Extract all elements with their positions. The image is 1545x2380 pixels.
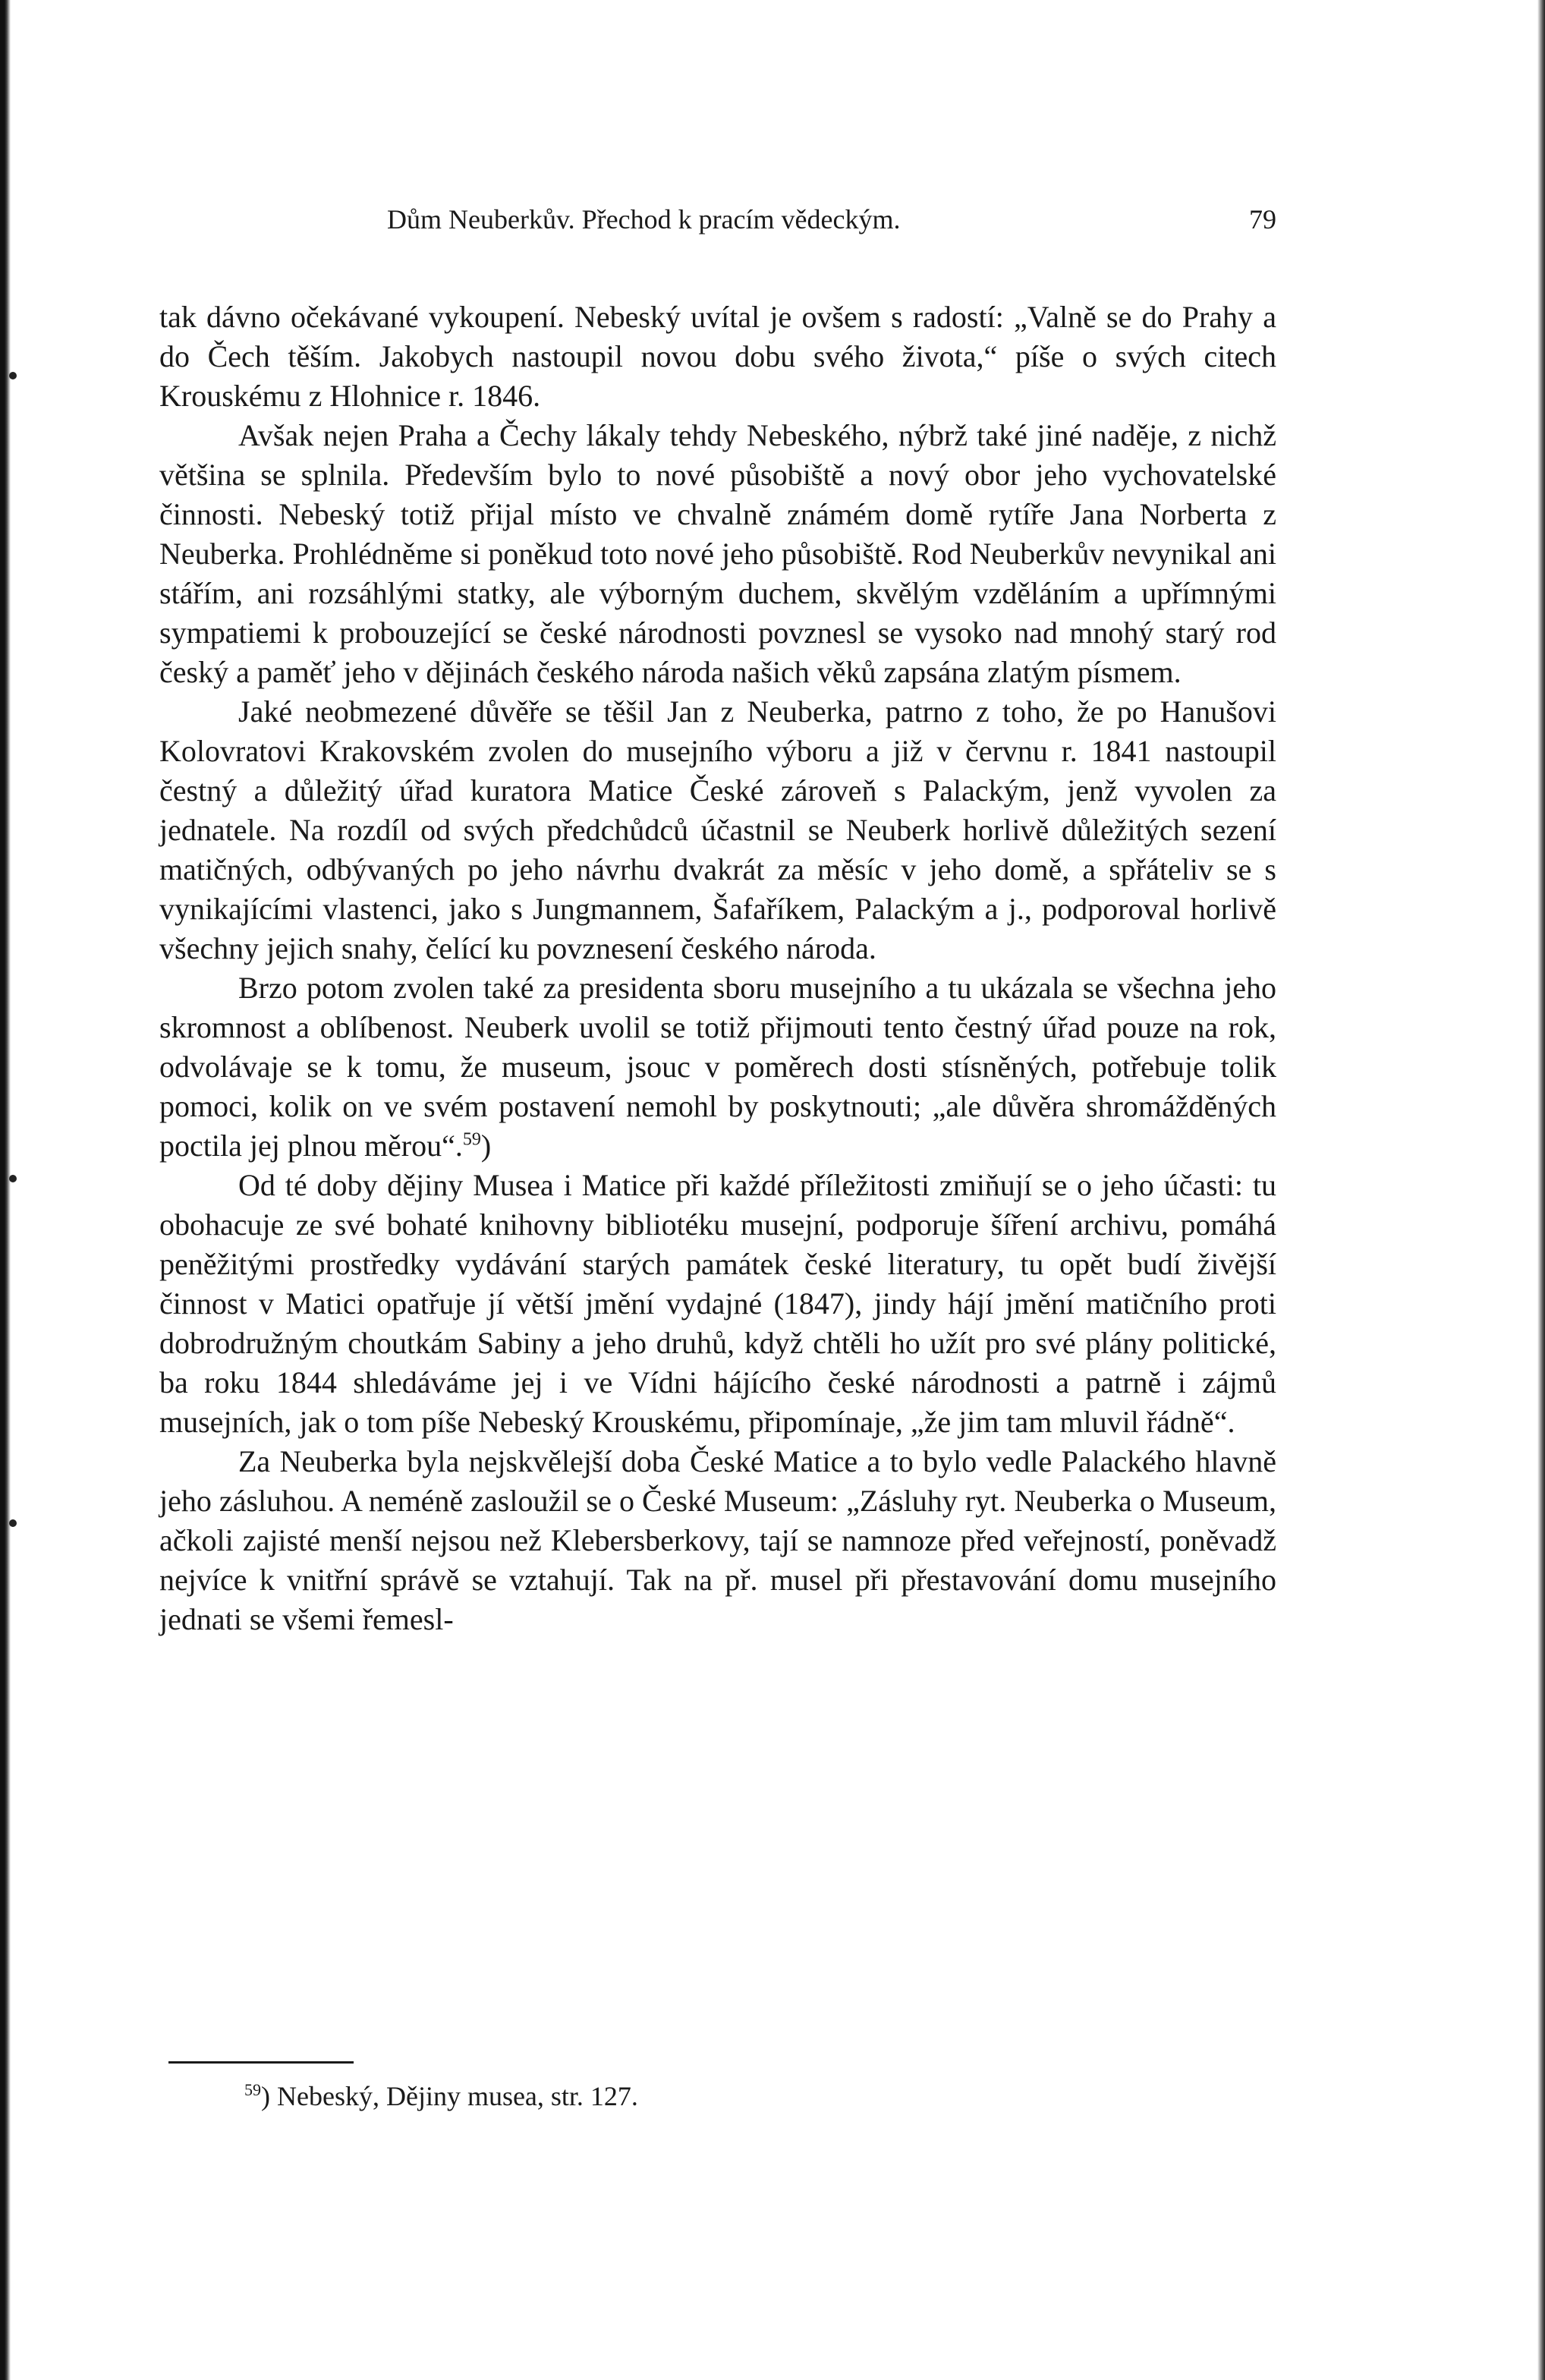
- footnote-text: Nebeský, Dějiny musea, str. 127.: [270, 2081, 638, 2111]
- page-number: 79: [1249, 204, 1276, 235]
- paragraph-4: [159, 968, 1276, 1166]
- scan-right-edge: [1537, 0, 1545, 2380]
- body-text: [159, 298, 1276, 1639]
- footnote-reference: 59: [462, 1129, 481, 1150]
- scan-speck: [9, 372, 17, 379]
- footnote: [244, 2078, 638, 2114]
- running-title: Dům Neuberkův. Přechod k pracím vědeckým.: [387, 204, 901, 235]
- scan-speck: [9, 1519, 17, 1527]
- paragraph-5: Od té doby dějiny Musea i Matice při každé příležitosti zmiňují se o jeho účasti: tu obohacuje ze své bohaté knihovny bibliotéku musejní, podporuje šíření archivu, pomáhá peněžitými prostředky vydávání starých památek české literatury, tu opět budí živější činnost v Matici opatřuje jí větší jmění vydajné (1847), jindy hájí jmění matičního proti dobrodružným choutkám Sabiny a jeho druhů, když chtěli ho užít pro své plány politické, ba roku 1844 shledáváme jej i ve Vídni hájícího české národnosti a patrně i zájmů musejních, jak o tom píše Nebeský Krouskému, připomínaje, „že jim tam mluvil řádně“.: [159, 1168, 1276, 1439]
- footnote-mark-suffix: ): [261, 2081, 270, 2111]
- scan-speck: [9, 1175, 17, 1182]
- paragraph-3: Jaké neobmezené důvěře se těšil Jan z Neuberka, patrno z toho, že po Hanušovi Kolovratovi Krakovském zvolen do musejního výboru a již v červnu r. 1841 nastoupil čestný a důležitý úřad kuratora Matice České zároveň s Palackým, jenž vyvolen za jednatele. Na rozdíl od svých předchůdců účastnil se Neuberk horlivě důležitých sezení matičných, odbývaných po jeho návrhu dvakrát za měsíc v jeho domě, a spřáteliv se s vynikajícími vlastenci, jako s Jungmannem, Šafaříkem, Palackým a j., podporoval horlivě všechny jejich snahy, čelící ku povznesení českého národa.: [159, 694, 1276, 965]
- running-header: [159, 199, 1276, 237]
- paragraph-2: Avšak nejen Praha a Čechy lákaly tehdy Nebeského, nýbrž také jiné naděje, z nichž většina se splnila. Především bylo to nové působiště a nový obor jeho vychovatelské činnosti. Nebeský totiž přijal místo ve chvalně známém domě rytíře Jana Norberta z Neuberka. Prohlédněme si poněkud toto nové jeho působiště. Rod Neuberkův nevynikal ani stářím, ani rozsáhlými statky, ale výborným duchem, skvělým vzděláním a upřímnými sympatiemi k probouzející se české národnosti povznesl se vysoko nad mnohý starý rod český a paměť jeho v dějinách českého národa našich věků zapsána zlatým písmem.: [159, 418, 1276, 689]
- footnote-divider: [168, 2061, 354, 2064]
- paragraph-6: Za Neuberka byla nejskvělejší doba České Matice a to bylo vedle Palackého hlavně jeho zásluhou. A neméně zasloužil se o České Museum: „Zásluhy ryt. Neuberka o Museum, ačkoli zajisté menší nejsou než Klebersberkovy, tají se namnoze před veřejností, poněvadž nejvíce k vnitřní správě se vztahují. Tak na př. musel při přestavování domu musejního jednati se všemi řemesl-: [159, 1444, 1276, 1636]
- scan-left-edge: [0, 0, 11, 2380]
- paragraph-4-text: Brzo potom zvolen také za presidenta sboru musejního a tu ukázala se všechna jeho skromnost a oblíbenost. Neuberk uvolil se totiž přijmouti tento čestný úřad pouze na rok, odvolávaje se k tomu, že museum, jsouc v poměrech dosti stísněných, potřebuje tolik pomoci, kolik on ve svém postavení nemohl by poskytnouti; „ale důvěra shromážděných poctila jej plnou měrou“.: [159, 971, 1276, 1163]
- footnote-mark: 59: [244, 2080, 261, 2099]
- paragraph-1: tak dávno očekávané vykoupení. Nebeský uvítal je ovšem s radostí: „Valně se do Prahy a do Čech těším. Jakobych nastoupil novou dobu svého života,“ píše o svých citech Krouskému z Hlohnice r. 1846.: [159, 300, 1276, 413]
- footnote-reference-suffix: ): [480, 1129, 492, 1163]
